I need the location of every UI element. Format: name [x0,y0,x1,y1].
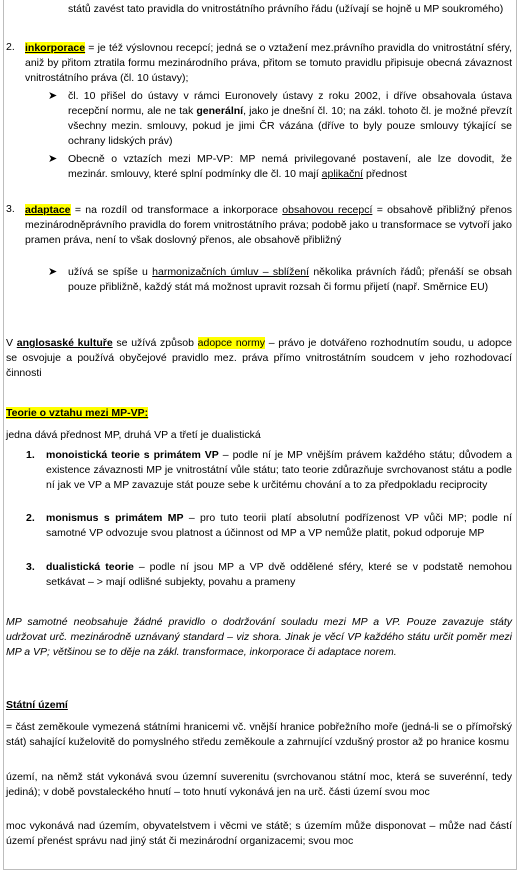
theory-item-2: monismus s primátem MP – pro tuto teorii platí absolutní podřízenost VP vůči MP; podle ní samotné VP odvozuje svou platnost a účinnost od MP a VP nemůže platit, pokud odporuje MP [46,512,512,539]
bullet-article-10: čl. 10 přišel do ústavy v rámci Euronovely ústavy z roku 2002, i dříve obsahovala ústava recepční normu, ale ne tak generální, jako je dnešní čl. 10; na zákl. tohoto čl. je možné převzít všechny mezin. smlouvy, pokud je jimi ČR vázána (dříve to byly pouze smlouvy týkající se ochrany lidských práv) [68,90,512,147]
document-page [3,0,517,870]
theory-item-1: monoistická teorie s primátem VP – podle ní je MP vnějším právem každého státu; důvodem a existence závaznosti MP je vnitrostátní vůle státu; tato teorie zdůrazňuje svrchovanost státu a podle ní jak ve VP a MP zavazuje stát pouze sebe k určitému chování a to za předpokladu reciprocity [46,449,512,491]
arrow-bullet-icon: ➤ [48,90,58,102]
bullet-mp-vp-relations: Obecně o vztazích mezi MP-VP: MP nemá privilegované postavení, ale lze dovodit, že mezinár. smlouvy, které splní podmínky dle čl. 10 mají aplikační přednost [68,153,512,180]
territory-power: moc vykonává nad územím, obyvatelstvem i věcmi ve státě; s územím může disponovat – může nad částí území přenést správu nad jiný stát či mezinárodní organizacemi; svou moc [6,820,512,847]
theory-number-1: 1. [26,449,35,461]
item-adaptace: adaptace = na rozdíl od transformace a inkorporace obsahovou recepcí = obsahově přibližný přenos mezinárodněprávního pravidla do forem vnitrostátního práva; podobě jako u transformace se vytvoří jako pramen práva, není to však doslovný přenos, ale obsahově přibližný [25,204,512,246]
anglo-paragraph: V anglosaské kultuře se užívá způsob adopce normy – právo je dotvářeno rozhodnutím soudu, u adopce se osvojuje a používá obyčejové pravidlo mez. práva přímo vnitrostátním soudcem v jeho rozhodovací činnosti [6,337,512,379]
term-adaptace: adaptace [25,204,71,216]
territory-heading: Státní území [6,699,68,711]
theory-item-3: dualistická teorie – podle ní jsou MP a VP dvě oddělené sféry, které se v podstatě nemohou setkávat – > mají odlišné subjekty, povahu a prameny [46,561,512,588]
territory-sovereignty: území, na němž stát vykonává svou územní suverenitu (svrchovanou státní moc, která se suverénní, tedy jediná); v době povstaleckého hnutí – toto hnutí vykonává jen na urč. části území svou moc [6,771,512,798]
theory-number-2: 2. [26,512,35,524]
theory-intro: jedna dává přednost MP, druhá VP a třetí je dualistická [6,429,261,441]
territory-definition: = část zeměkoule vymezená státními hranicemi vč. vnější hranice pobřežního moře (jedná-li se o přímořský stát) sahající kuželovitě do pomyslného středu zeměkoule a zahrnující vzdušný prostor až po hranice kosmu [6,721,512,748]
continued-paragraph: států zavést tato pravidla do vnitrostátního právního řádu (užívají se hojně u MP soukromého) [68,3,504,15]
theory-heading: Teorie o vztahu mezi MP-VP: [6,407,149,419]
term-inkorporace: inkorporace [25,42,86,54]
list-number-2: 2. [6,41,15,53]
bullet-harmonization: užívá se spíše u harmonizačních úmluv – sblížení několika právních řádů; přenáší se obsah pouze přibližně, každý stát má možnost upravit rozsah či formu přijetí (např. Směrnice EU) [68,266,513,293]
arrow-bullet-icon: ➤ [48,266,58,278]
theory-number-3: 3. [26,561,35,573]
item-inkorporace: inkorporace = je též výslovnou recepcí; jedná se o vztažení mez.právního pravidla do vnitrostátní sféry, aniž by přitom ztratila formu mezinárodního práva, přitom se tomuto pravidlu připisuje obecná závaznost vnitrostátního práva (čl. 10 ústavy); [25,42,512,84]
arrow-bullet-icon: ➤ [48,153,58,165]
list-number-3: 3. [6,203,15,215]
italic-note: MP samotné neobsahuje žádné pravidlo o dodržování souladu mezi MP a VP. Pouze zavazuje státy udržovat urč. mezinárodně uznávaný standard – viz shora. Jinak je věcí VP každého státu určit poměr mezi MP a VP; většinou se to děje na zákl. transformace, inkorporace či adaptace norem. [6,616,512,658]
